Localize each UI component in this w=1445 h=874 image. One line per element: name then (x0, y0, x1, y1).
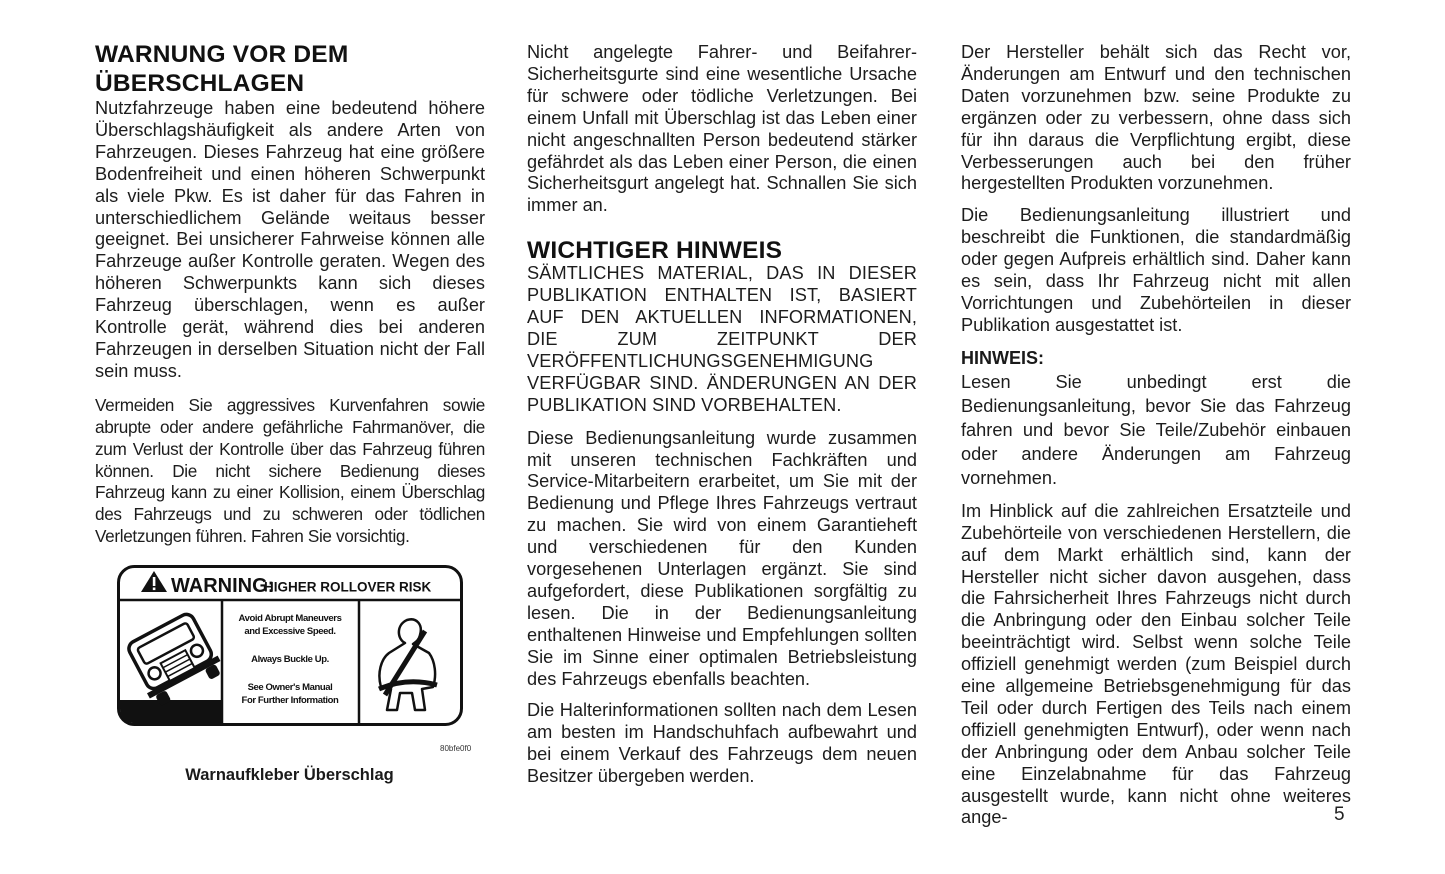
label-line-avoid: Avoid Abrupt Maneuvers (238, 613, 342, 624)
paragraph-avoid-aggressive-driving: Vermeiden Sie aggressives Kurvenfahren sowie abrupte oder andere gefährliche Fahrmanöver, die zum Verlust der Kontrolle über das Fahrzeug führen können. Die nicht sichere Bedienung dieses Fahrzeug kann zu einer Kollision, einem Überschlag des Fahrzeugs und zu schweren oder tödlichen Verletzungen führen. Fahren Sie vorsichtig. (95, 394, 485, 547)
label-title-warning: WARNING: (171, 575, 275, 597)
paragraph-manual-features: Die Bedienungsanleitung illustriert und beschreibt die Funktionen, die standardmäßig oder gegen Aufpreis erhältlich sind. Daher kann es sein, dass Ihr Fahrzeug nicht mit allen Vorrichtungen und Zubehörteilen in dieser Publikation ausgestattet ist. (961, 205, 1351, 335)
section-heading-rollover-warning: WARNUNG VOR DEM ÜBERSCHLAGEN (95, 41, 349, 97)
column-2 (527, 40, 917, 788)
column-1 (95, 40, 485, 548)
paragraph-manufacturer-rights: Der Hersteller behält sich das Recht vor, Änderungen am Entwurf und den technischen Daten vorzunehmen bzw. seine Produkte zu ergänzen oder zu verbessern, ohne dass sich für ihn daraus die Verpflichtung ergibt, diese Verbesserungen auch bei den früher hergestellten Produkten vorzunehmen. (961, 42, 1351, 194)
paragraph-seatbelts: Nicht angelegte Fahrer- und Beifahrer-Sicherheitsgurte sind eine wesentliche Ursache für schwere oder tödliche Verletzungen. Bei einem Unfall mit Überschlag ist das Leben einer nicht angeschnallten Person bedeutend stärker gefährdet als das Leben einer Person, die einen Sicherheitsgurt angelegt hat. Schnallen Sie sich immer an. (527, 42, 917, 216)
paragraph-caps-disclaimer: SÄMTLICHES MATERIAL, DAS IN DIESER PUBLIKATION ENTHALTEN IST, BASIERT AUF DEN AKTUELLEN INFORMATIONEN, DIE ZUM ZEITPUNKT DER VERÖFFENTLICHUNGSGENEHMIGUNG VERFÜGBAR SIND. ÄNDERUNGEN AN DER PUBLIKATION SIND VORBEHALTEN. (527, 263, 917, 415)
note-text: Lesen Sie unbedingt erst die Bedienungsanleitung, bevor Sie das Fahrzeug fahren und bevor Sie Teile/Zubehör einbauen oder andere Änderungen am Fahrzeug vornehmen. (961, 371, 1351, 488)
paragraph-owner-info: Die Halterinformationen sollten nach dem Lesen am besten im Handschuhfach aufbewahrt und bei einem Verkauf des Fahrzeugs dem neuen Besitzer übergeben werden. (527, 700, 917, 787)
figure-caption: Warnaufkleber Überschlag (185, 766, 394, 784)
note-label: HINWEIS: (961, 347, 1044, 368)
label-line-further-info: For Further Information (241, 695, 339, 706)
paragraph-spare-parts: Im Hinblick auf die zahlreichen Ersatzteile und Zubehörteile von verschiedenen Herstellern, die auf dem Markt erhältlich sind, kann der Hersteller nicht sicher davon ausgehen, dass die Fahrsicherheit Ihres Fahrzeugs nicht durch die Anbringung oder den Einbau solcher Teile beeinträchtigt wird. Selbst wenn solche Teile offiziell genehmigt werden (zum Beispiel durch eine allgemeine Betriebsgenehmigung für das Teil oder durch Fertigen des Teils nach einem offiziell genehmigten Entwurf), oder wenn nach der Anbringung oder dem Anbau solcher Teile eine Einzelabnahme für das Fahrzeug ausgestellt wurde, kann nicht ohne weiteres ange- (961, 500, 1351, 828)
page-number: 5 (1334, 804, 1345, 825)
paragraph-rollover-intro: Nutzfahrzeuge haben eine bedeutend höhere Überschlagshäufigkeit als andere Arten von Fahrzeugen. Dieses Fahrzeug hat eine größere Bodenfreiheit und einen höheren Schwerpunkt als viele Pkw. Es ist daher für das Fahren in unterschiedlichem Gelände weitaus besser geeignet. Bei unsicherer Fahrweise können alle Fahrzeuge außer Kontrolle geraten. Wegen des höheren Schwerpunkts kann sich dieses Fahrzeug überschlagen, wenn es außer Kontrolle gerät, während dies bei anderen Fahrzeugen in derselben Situation nicht der Fall sein muss. (95, 98, 485, 381)
label-line-buckle: Always Buckle Up. (251, 654, 329, 665)
column-3 (961, 40, 1351, 829)
label-title-higher-rollover-risk: HIGHER ROLLOVER RISK (264, 579, 432, 595)
figure-code: 80bfe0f0 (440, 744, 472, 753)
section-heading-important-notice: WICHTIGER HINWEIS (527, 237, 783, 265)
label-line-manual: See Owner's Manual (247, 682, 333, 693)
paragraph-manual-description: Diese Bedienungsanleitung wurde zusammen mit unseren technischen Fachkräften und Service-Mitarbeitern erarbeitet, um Sie mit der Bedienung und Pflege Ihres Fahrzeugs vertraut zu machen. Sie wird von einem Garantieheft und verschiedenen für den Kunden vorgesehenen Unterlagen ergänzt. Sie sind aufgefordert, diese Publikationen sorgfältig zu lesen. Die in der Bedienungsanleitung enthaltenen Hinweise und Empfehlungen sollten Sie im Sinne einer optimalen Betriebsleistung des Fahrzeugs ebenfalls beachten. (527, 427, 917, 689)
label-line-speed: and Excessive Speed. (244, 626, 336, 637)
rollover-warning-label-figure (117, 565, 463, 726)
